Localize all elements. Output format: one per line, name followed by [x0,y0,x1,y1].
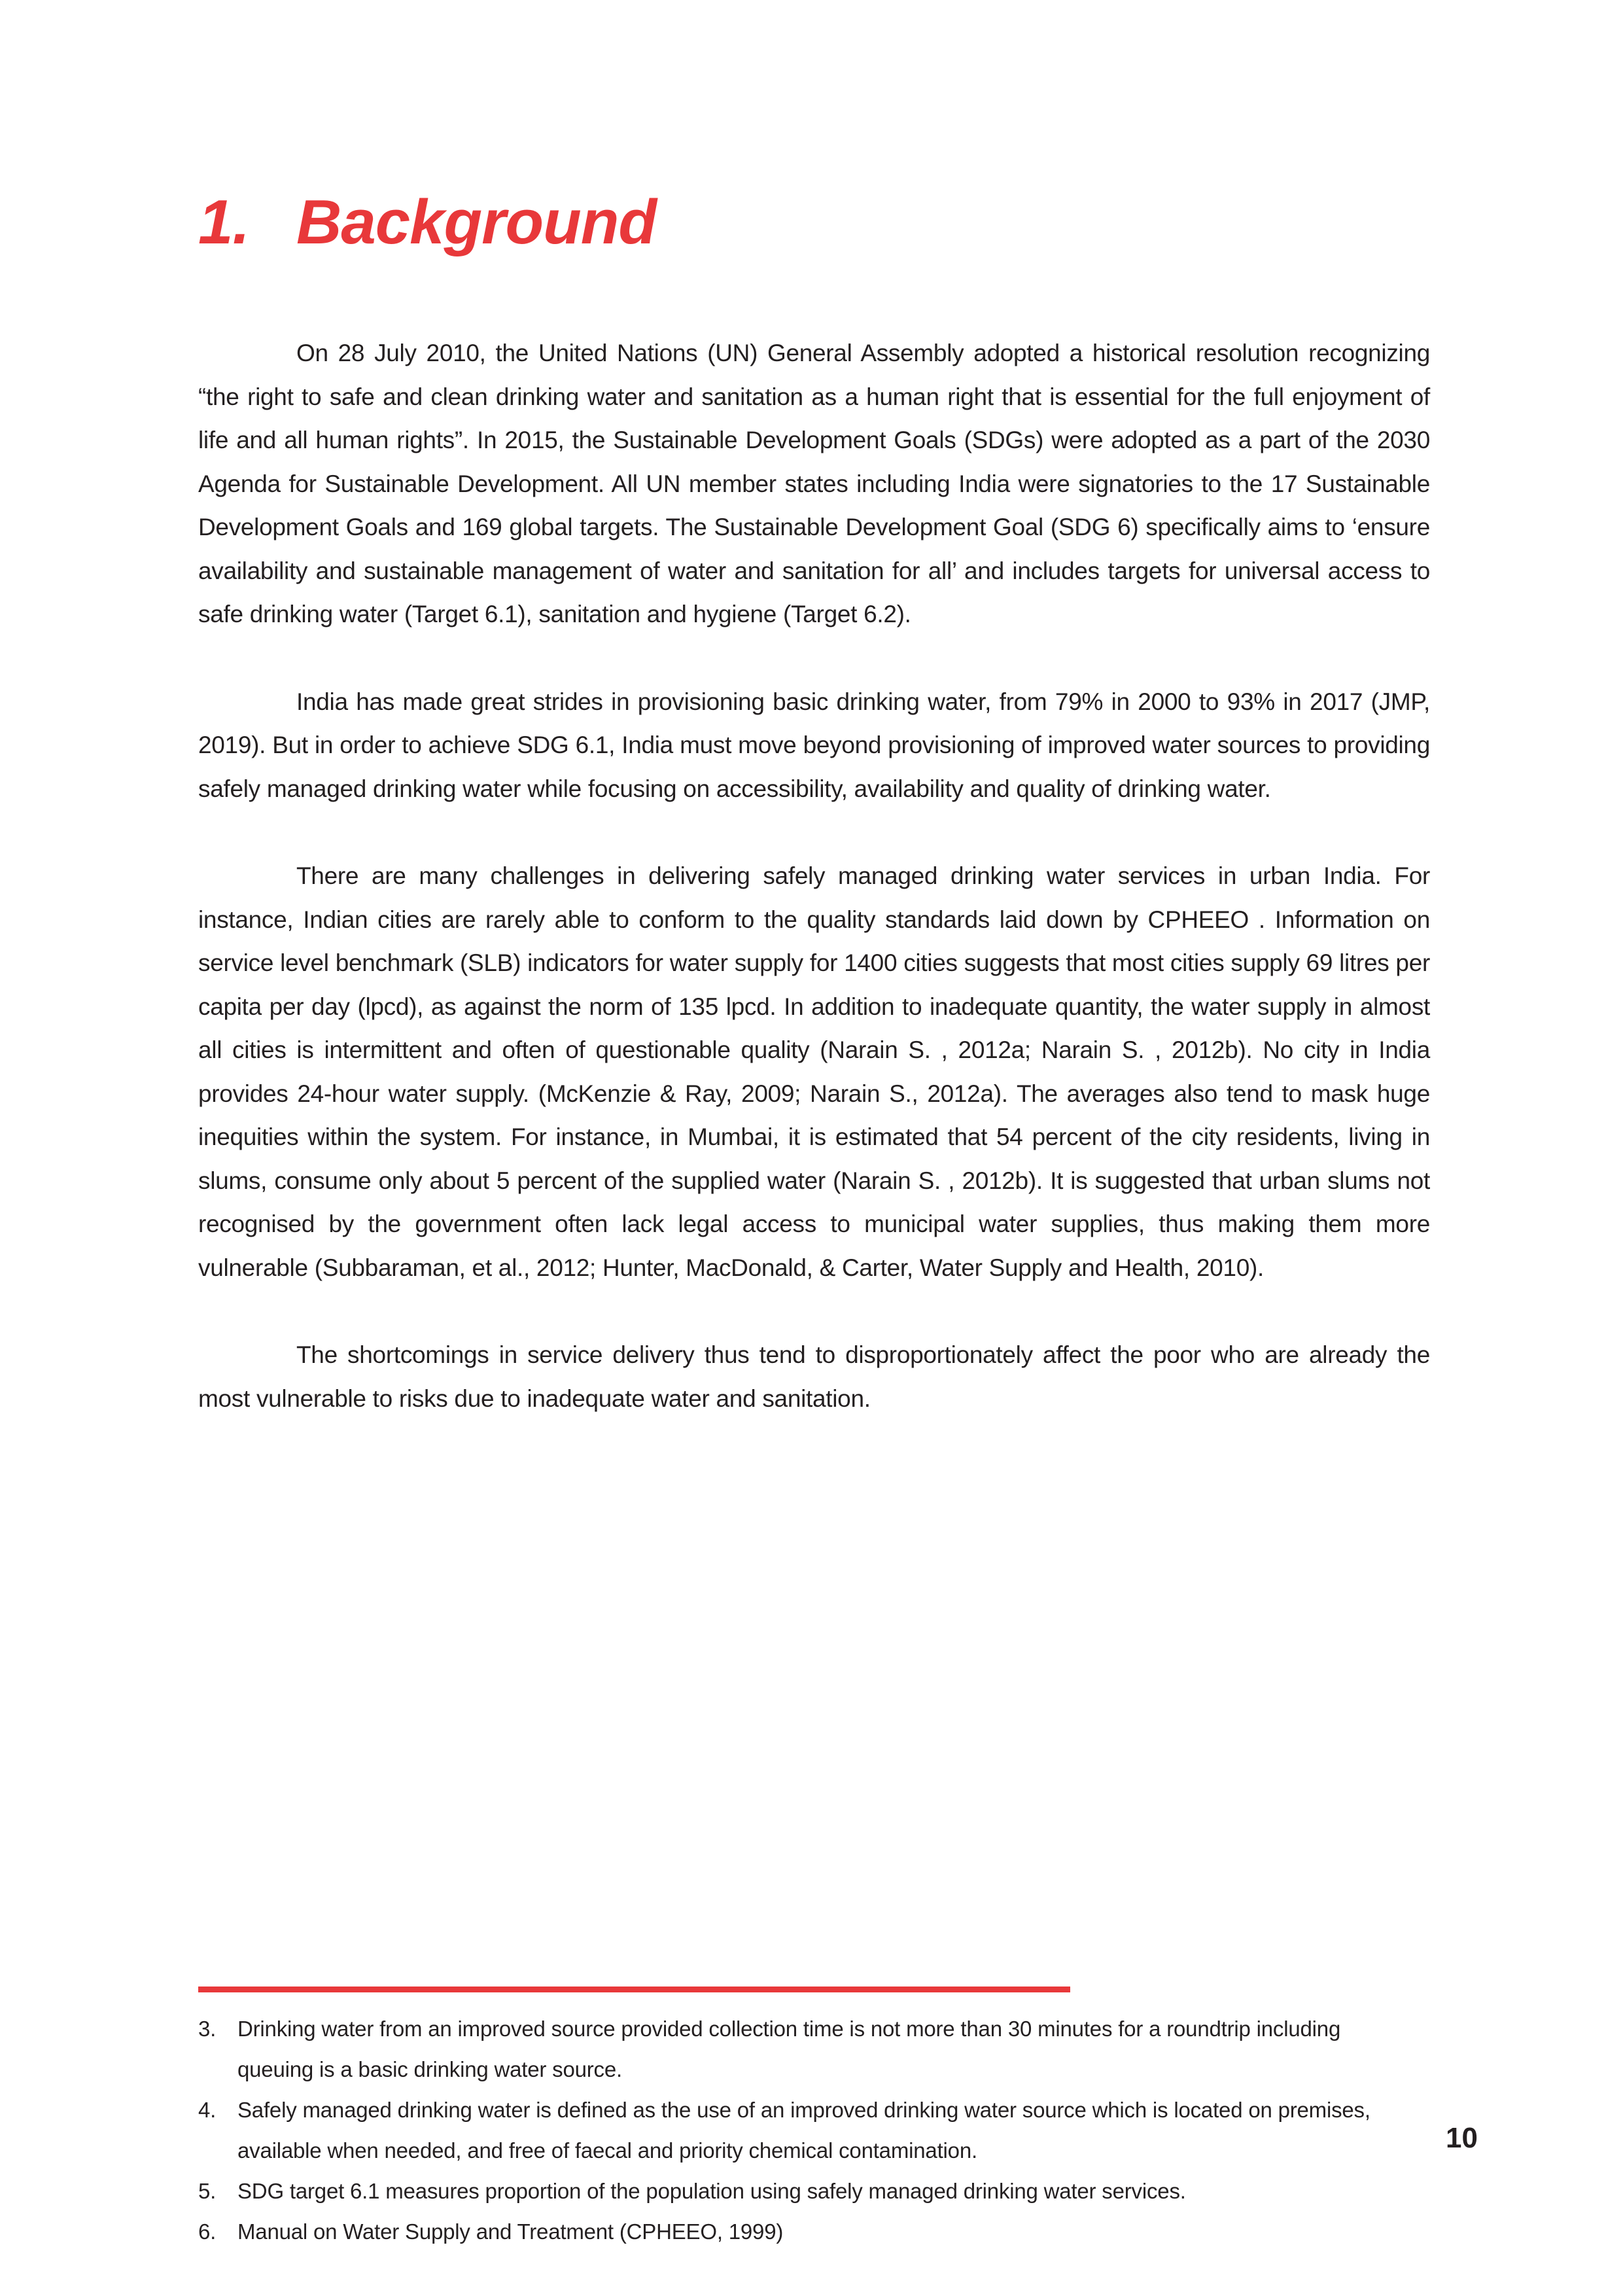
footnote-text: Manual on Water Supply and Treatment (CPHEEO, 1999) [237,2219,784,2244]
footnote-number: 4. [198,2098,217,2122]
footnote-item [198,2212,1402,2252]
page-number: 10 [1446,2122,1478,2154]
footnote-number: 5. [198,2179,217,2203]
footnote-text: Drinking water from an improved source provided collection time is not more than 30 minutes for a roundtrip including queuing is a basic drinking water source. [237,2017,1341,2081]
section-number: 1. [198,187,250,257]
footnote-number: 6. [198,2219,217,2244]
footnote-item [198,2090,1402,2171]
paragraph-un-resolution: On 28 July 2010, the United Nations (UN) General Assembly adopted a historical resolution recognizing “the right to safe and clean drinking water and sanitation as a human right that is essential for the full enjoyment of life and all human rights”. In 2015, the Sustainable Development Goals (SDGs) were adopted as a part of the 2030 Agenda for Sustainable Development. All UN member states including India were signatories to the 17 Sustainable Development Goals and 169 global targets. The Sustainable Development Goal (SDG 6) specifically aims to ‘ensure availability and sustainable management of water and sanitation for all’ and includes targets for universal access to safe drinking water (Target 6.1), sanitation and hygiene (Target 6.2). [198,340,1430,627]
section-title: Background [296,187,657,257]
footnote-number: 3. [198,2017,217,2041]
body-text [198,332,1430,1464]
footnote-divider [198,1987,1070,1992]
footnote-text: Safely managed drinking water is defined as the use of an improved drinking water source which is located on premises, available when needed, and free of faecal and priority chemical contamination. [237,2098,1370,2163]
footnotes-list [198,2009,1402,2252]
paragraph-urban-challenges: There are many challenges in delivering safely managed drinking water services in urban India. For instance, Indian cities are rarely able to conform to the quality standards laid down by CPHEEO . Information on service level benchmark (SLB) indicators for water supply for 1400 cities suggests that most cities supply 69 litres per capita per day (lpcd), as against the norm of 135 lpcd. In addition to inadequate quantity, the water supply in almost all cities is intermittent and often of questionable quality (Narain S. , 2012a; Narain S. , 2012b). No city in India provides 24-hour water supply. (McKenzie & Ray, 2009; Narain S., 2012a). The averages also tend to mask huge inequities within the system. For instance, in Mumbai, it is estimated that 54 percent of the city residents, living in slums, consume only about 5 percent of the supplied water (Narain S. , 2012b). It is suggested that urban slums not recognised by the government often lack legal access to municipal water supplies, thus making them more vulnerable (Subbaraman, et al., 2012; Hunter, MacDonald, & Carter, Water Supply and Health, 2010). [198,862,1430,1281]
paragraph-india-progress: India has made great strides in provisioning basic drinking water, from 79% in 2000 to 93% in 2017 (JMP, 2019). But in order to achieve SDG 6.1, India must move beyond provisioning of improved water sources to providing safely managed drinking water while focusing on accessibility, availability and quality of drinking water. [198,688,1430,802]
footnote-text: SDG target 6.1 measures proportion of the population using safely managed drinking water services. [237,2179,1186,2203]
footnote-item [198,2009,1402,2090]
section-heading [198,183,656,262]
paragraph-shortcomings: The shortcomings in service delivery thus tend to disproportionately affect the poor who are already the most vulnerable to risks due to inadequate water and sanitation. [198,1341,1430,1412]
footnote-item [198,2171,1402,2212]
